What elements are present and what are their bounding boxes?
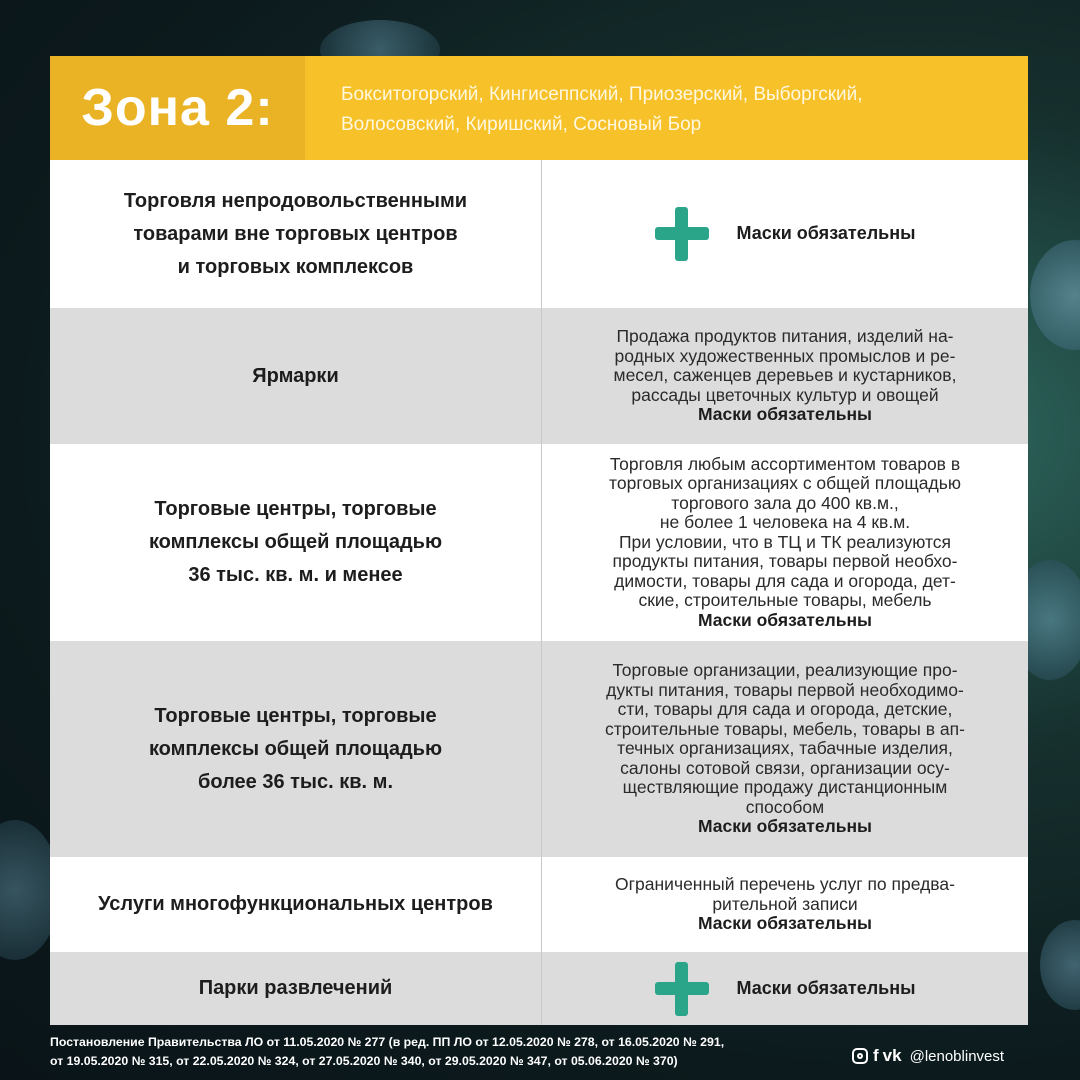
district-line-2: Волосовский, Киришский, Сосновый Бор [341,114,702,135]
table-row [50,160,1028,308]
district-list [305,56,991,160]
masks-required: Маски обязательны [697,609,872,630]
masks-required: Маски обязательны [697,404,872,425]
activity-label: Услуги многофункциональных центров [50,857,542,952]
masks-required: Маски обязательны [697,816,872,837]
plus-icon [655,962,709,1016]
activity-label: Торговые центры, торговые комплексы общей площадью 36 тыс. кв. м. и менее [50,444,542,641]
masks-required: Маски обязательны [697,913,872,934]
background-virus-blob [1030,240,1080,350]
instagram-icon[interactable] [852,1048,868,1064]
zone-title: Зона 2: [50,56,305,160]
legal-reference-line-1: Постановление Правительства ЛО от 11.05.2020 № 277 (в ред. ПП ЛО от 12.05.2020 № 278, от 16.05.2020 № 291, [50,1035,725,1049]
activity-label: Торговые центры, торговые комплексы общей площадью более 36 тыс. кв. м. [50,641,542,857]
account-handle: @lenoblinvest [909,1047,1005,1065]
masks-required: Маски обязательны [736,977,916,998]
conditions-cell [542,641,1028,857]
table-row [50,857,1028,952]
social-links [852,1046,1004,1066]
table-row [50,308,1028,444]
rules-table [50,160,1028,1025]
masks-required: Маски обязательны [736,223,916,244]
zone-header [50,56,1028,160]
legal-reference [50,1033,830,1071]
activity-label: Торговля непродовольственными товарами вне торговых центров и торговых комплексов [50,160,542,308]
legal-reference-line-2: от 19.05.2020 № 315, от 22.05.2020 № 324, от 27.05.2020 № 340, от 29.05.2020 № 347, от 05.06.2020 № 370) [50,1054,678,1068]
conditions-cell [542,444,1028,641]
activity-label: Парки развлечений [50,952,542,1025]
background-virus-blob [1040,920,1080,1010]
conditions-cell [542,857,1028,952]
conditions-text: Торговые организации, реализующие про- дукты питания, товары первой необходимо- сти, товары для сада и огорода, детские, строительные товары, мебель, товары в ап- течных организациях, табачные изделия, салоны сотовой связи, организации осу- ществляющие продажу дистанционным способом [605,660,965,817]
conditions-cell [542,952,1028,1025]
conditions-text: Продажа продуктов питания, изделий на- родных художественных промыслов и ре- месел, саженцев деревьев и кустарников, рассады цветочных культур и овощей [613,326,957,405]
district-line-1: Бокситогорский, Кингисеппский, Приозерский, Выборгский, [341,84,863,105]
table-row [50,641,1028,857]
conditions-text: Торговля любым ассортиментом товаров в торговых организациях с общей площадью торгового зала до 400 кв.м., не более 1 человека на 4 кв.м. При условии, что в ТЦ и ТК реализуются продукты питания, товары первой необхо- димости, товары для сада и огорода, дет- ские, строительные товары, мебель [609,453,961,611]
table-row [50,952,1028,1025]
vk-icon[interactable]: vk [882,1046,902,1065]
conditions-cell [542,308,1028,444]
conditions-text: Ограниченный перечень услуг по предва- рительной записи [615,874,955,914]
facebook-icon[interactable]: f [873,1046,879,1065]
activity-label: Ярмарки [50,308,542,444]
table-row [50,444,1028,641]
plus-icon [655,207,709,261]
conditions-cell [542,160,1028,308]
